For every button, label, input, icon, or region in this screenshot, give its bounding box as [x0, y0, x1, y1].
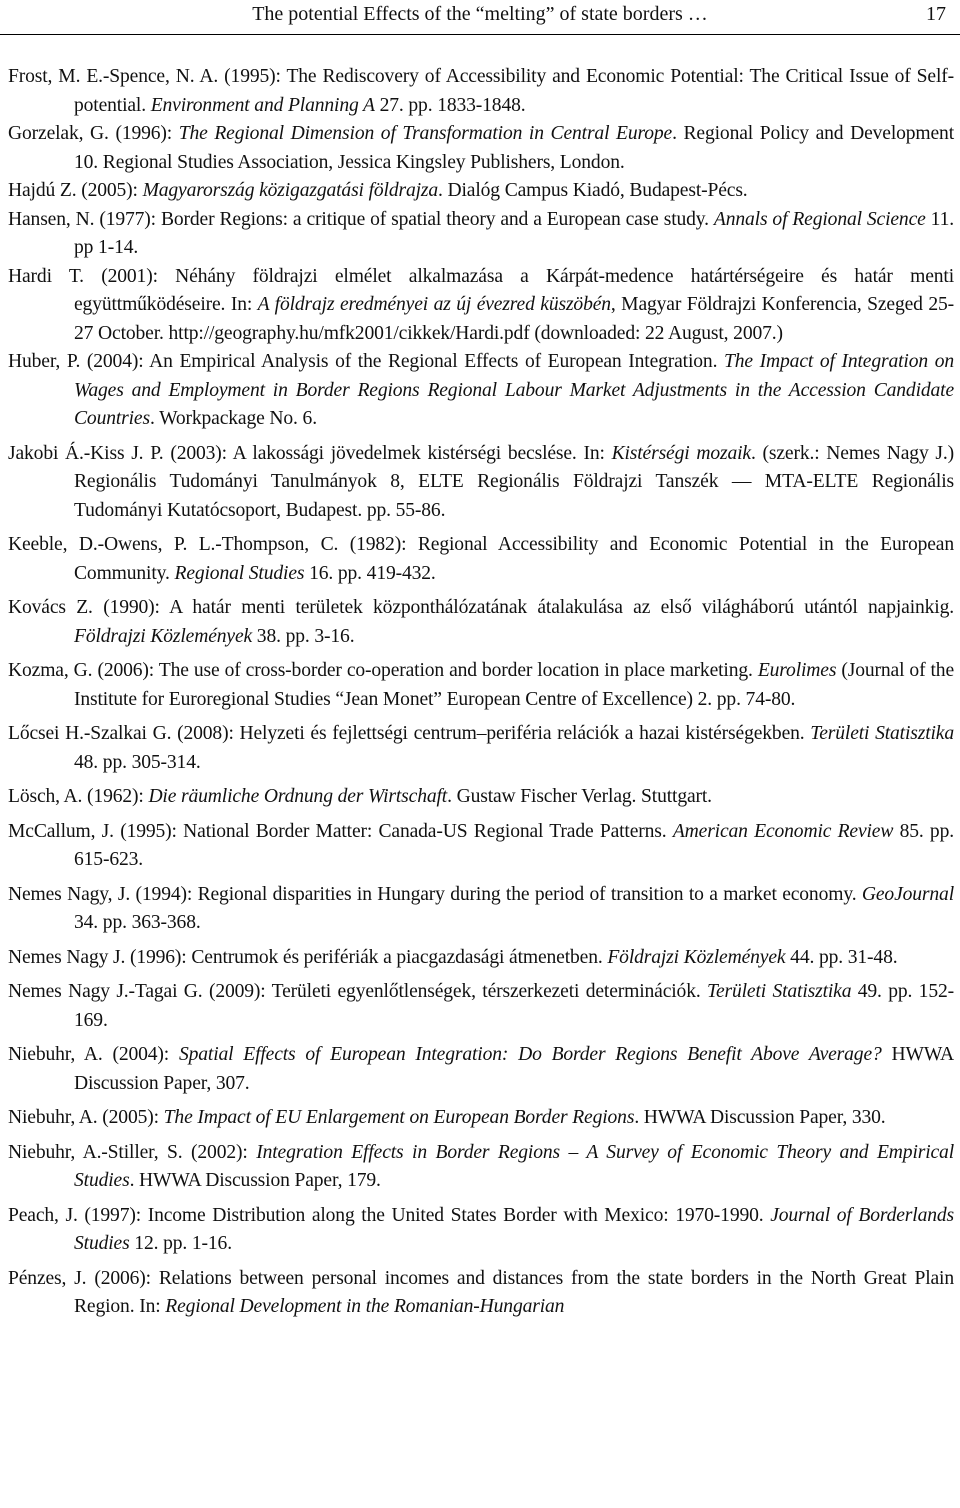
reference-italic-text: Environment and Planning A: [150, 94, 375, 116]
reference-entry: [8, 818, 954, 875]
reference-text: 44. pp. 31-48.: [785, 946, 898, 968]
reference-entry: [8, 783, 954, 812]
reference-list: [8, 63, 954, 1328]
reference-text: . Regional Policy and Development 10. Regional Studies Association, Jessica Kingsley Publishers, London.: [74, 123, 954, 173]
reference-italic-text: Integration Effects in Border Regions – A Survey of Economic Theory and Empirical Studies: [74, 1141, 954, 1191]
reference-italic-text: The Regional Dimension of Transformation in Central Europe: [178, 123, 673, 144]
reference-entry: [8, 1104, 954, 1133]
reference-italic-text: Földrajzi Közlemények: [74, 625, 253, 647]
reference-entry: [8, 1139, 954, 1196]
reference-text: Peach, J. (1997): Income Distribution along the United States Border with Mexico: 1970-1990.: [8, 1204, 771, 1226]
page-number: 17: [926, 3, 946, 25]
reference-italic-text: American Economic Review: [672, 820, 894, 842]
reference-entry: [8, 63, 954, 120]
reference-entry: [8, 720, 954, 777]
reference-text: Huber, P. (2004): An Empirical Analysis of the Regional Effects of European Integration.: [8, 351, 725, 372]
reference-text: 12. pp. 1-16.: [129, 1233, 232, 1254]
reference-text: Nemes Nagy J. (1996): Centrumok és perifériák a piacgazdasági átmenetben.: [8, 946, 608, 968]
reference-entry: [8, 531, 954, 588]
reference-italic-text: Regional Development in the Romanian-Hungarian: [165, 1296, 565, 1317]
reference-entry: [8, 348, 954, 434]
reference-text: Kozma, G. (2006): The use of cross-border co-operation and border location in place marketing.: [8, 660, 758, 681]
reference-text: HWWA Discussion Paper, 307.: [74, 1044, 954, 1094]
reference-text: . HWWA Discussion Paper, 330.: [634, 1107, 886, 1128]
reference-text: (Journal of the Institute for Euroregional Studies “Jean Monet” European Centre of Excellence) 2. pp. 74-80.: [74, 660, 955, 710]
reference-text: Nemes Nagy, J. (1994): Regional disparities in Hungary during the period of transition to a market economy.: [8, 883, 862, 905]
reference-text: 27. pp. 1833-1848.: [374, 94, 526, 116]
reference-italic-text: Kistérségi mozaik: [611, 442, 751, 464]
reference-italic-text: Területi Statisztika: [707, 981, 852, 1002]
reference-text: Gorzelak, G. (1996):: [8, 123, 179, 144]
reference-text: Pénzes, J. (2006): Relations between personal incomes and distances from the state borders in the North Great Plain Region. In:: [8, 1267, 954, 1317]
reference-text: . Dialóg Campus Kiadó, Budapest-Pécs.: [438, 180, 748, 201]
reference-entry: [8, 978, 954, 1035]
running-title: The potential Effects of the “melting” of state borders …: [252, 3, 708, 25]
reference-italic-text: Die räumliche Ordnung der Wirtschaft: [148, 786, 448, 807]
reference-italic-text: The Impact of Integration on Wages and Employment in Border Regions Regional Labour Market Adjustments in the Accession Candidate Countries: [74, 351, 954, 429]
reference-text: Lösch, A. (1962):: [8, 786, 149, 807]
reference-entry: [8, 881, 954, 938]
reference-italic-text: The Impact of EU Enlargement on European Border Regions: [163, 1107, 635, 1128]
reference-text: Keeble, D.-Owens, P. L.-Thompson, C. (1982): Regional Accessibility and Economic Potential in the European Community.: [8, 534, 954, 584]
reference-text: . (szerk.: Nemes Nagy J.) Regionális Tudományi Tanulmányok 8, ELTE Regionális Földrajzi Tanszék — MTA-ELTE Regionális Tudományi Kutatócsoport, Budapest. pp. 55-86.: [74, 442, 954, 521]
reference-text: Frost, M. E.-Spence, N. A. (1995): The Rediscovery of Accessibility and Economic Potential: The Critical Issue of Self-potential.: [8, 66, 954, 116]
reference-entry: [8, 944, 954, 973]
reference-entry: [8, 206, 954, 263]
reference-text: Lőcsei H.-Szalkai G. (2008): Helyzeti és fejlettségi centrum–periféria relációk a hazai kistérségekben.: [8, 723, 811, 744]
reference-text: 48. pp. 305-314.: [74, 751, 201, 773]
reference-text: . Workpackage No. 6.: [149, 408, 317, 429]
reference-italic-text: Földrajzi Közlemények: [607, 946, 786, 968]
reference-entry: [8, 1041, 954, 1098]
reference-italic-text: GeoJournal: [861, 883, 954, 905]
reference-text: Hajdú Z. (2005):: [8, 180, 143, 201]
reference-italic-text: A földrajz eredményei az új évezred küszöbén: [257, 294, 611, 315]
reference-italic-text: Magyarország közigazgatási földrajza: [142, 180, 439, 201]
reference-entry: [8, 120, 954, 177]
reference-italic-text: Journal of Borderlands Studies: [74, 1204, 954, 1254]
reference-text: 85. pp. 615-623.: [74, 820, 954, 870]
reference-entry: [8, 1202, 954, 1259]
reference-entry: [8, 594, 954, 651]
reference-text: Hardi T. (2001): Néhány földrajzi elmélet alkalmazása a Kárpát-medence határtérségeire és határ menti együttműködéseire. In:: [8, 265, 954, 315]
reference-italic-text: Annals of Regional Science: [713, 208, 926, 230]
reference-text: 11. pp 1-14.: [74, 208, 954, 258]
reference-text: 38. pp. 3-16.: [252, 625, 355, 647]
reference-italic-text: Területi Statisztika: [810, 723, 954, 744]
reference-text: . Gustaw Fischer Verlag. Stuttgart.: [447, 786, 712, 807]
reference-text: Hansen, N. (1977): Border Regions: a critique of spatial theory and a European case study.: [8, 208, 714, 230]
reference-text: Nemes Nagy J.-Tagai G. (2009): Területi egyenlőtlenségek, térszerkezeti determinációk.: [8, 981, 707, 1002]
reference-italic-text: Spatial Effects of European Integration: Do Border Regions Benefit Above Average?: [178, 1044, 882, 1065]
reference-text: Niebuhr, A.-Stiller, S. (2002):: [8, 1141, 257, 1163]
reference-text: Kovács Z. (1990): A határ menti területek központhálózatának átalakulása az első világháború utántól napjainkig.: [8, 597, 954, 618]
reference-italic-text: Regional Studies: [174, 562, 305, 584]
reference-text: Niebuhr, A. (2005):: [8, 1107, 164, 1128]
reference-text: McCallum, J. (1995): National Border Matter: Canada-US Regional Trade Patterns.: [8, 820, 673, 842]
reference-italic-text: Eurolimes: [757, 660, 837, 681]
reference-text: . HWWA Discussion Paper, 179.: [129, 1170, 381, 1191]
reference-text: 16. pp. 419-432.: [304, 562, 436, 584]
reference-entry: [8, 1265, 954, 1322]
reference-entry: [8, 657, 954, 714]
reference-text: 34. pp. 363-368.: [74, 912, 201, 933]
reference-text: Niebuhr, A. (2004):: [8, 1044, 179, 1065]
reference-text: , Magyar Földrajzi Konferencia, Szeged 25-27 October. http://geography.hu/mfk2001/cikkek/Hardi.pdf (downloaded: 22 August, 2007.): [74, 294, 954, 344]
reference-entry: [8, 440, 954, 526]
reference-entry: [8, 263, 954, 349]
reference-entry: [8, 177, 954, 206]
reference-text: 49. pp. 152-169.: [74, 981, 954, 1031]
reference-text: Jakobi Á.-Kiss J. P. (2003): A lakossági jövedelmek kistérségi becslése. In:: [8, 442, 612, 464]
running-header: [0, 0, 960, 35]
